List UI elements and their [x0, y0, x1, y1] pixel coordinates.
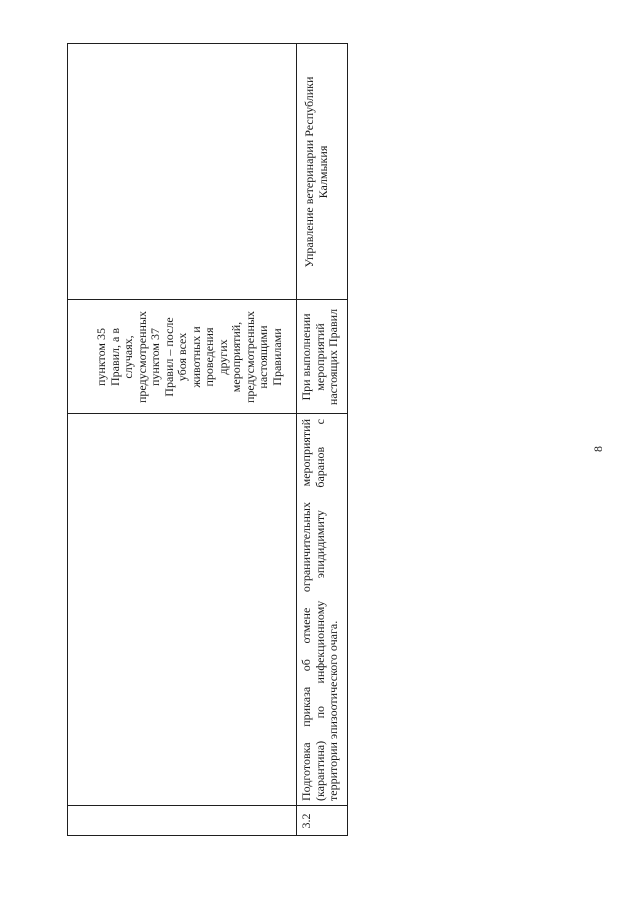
- term-line: пунктом 35: [94, 328, 108, 386]
- term-line: При выполнении: [299, 313, 313, 401]
- term-line: проведения: [202, 327, 216, 387]
- description-line: (карантина) по инфекционному эпидидимиту баранов с: [312, 419, 327, 801]
- row-number-cell: [300, 808, 314, 834]
- page-number: 8: [591, 446, 605, 452]
- term-cell: [300, 300, 341, 414]
- term-line: других: [215, 339, 230, 375]
- term-line: мероприятий: [312, 323, 327, 391]
- rotated-table: [67, 43, 348, 836]
- responsible-cell: [303, 44, 330, 300]
- term-line: настоящими: [256, 325, 270, 389]
- term-line: животных и: [188, 326, 203, 388]
- term-line: предусмотренных: [242, 310, 257, 404]
- table-row-divider: [296, 43, 297, 836]
- table-border-left: [67, 835, 348, 836]
- term-line: случаях,: [121, 335, 135, 379]
- responsible-line: Калмыкия: [315, 145, 330, 199]
- term-line: Правил – после: [161, 317, 176, 397]
- term-line: Правилами: [269, 328, 284, 386]
- table-border-bottom: [347, 43, 348, 836]
- responsible-line: Управление ветеринарии Республики: [302, 76, 316, 268]
- term-line: настоящих Правил: [326, 308, 340, 406]
- continued-term-cell: [95, 300, 284, 414]
- term-line: предусмотренных: [134, 310, 149, 404]
- term-line: мероприятий,: [229, 321, 243, 393]
- description-cell: [300, 419, 341, 801]
- description-line: Подготовка приказа об отмене ограничительных мероприятий: [299, 419, 313, 801]
- term-line: Правил, а в: [107, 327, 122, 387]
- row-number: 3.2: [299, 813, 313, 829]
- column-divider-1: [67, 805, 348, 806]
- term-line: пунктом 37: [148, 328, 162, 386]
- description-line: территории эпизоотического очага.: [326, 620, 340, 801]
- term-line: убоя всех: [175, 332, 189, 382]
- table-border-top: [67, 43, 68, 836]
